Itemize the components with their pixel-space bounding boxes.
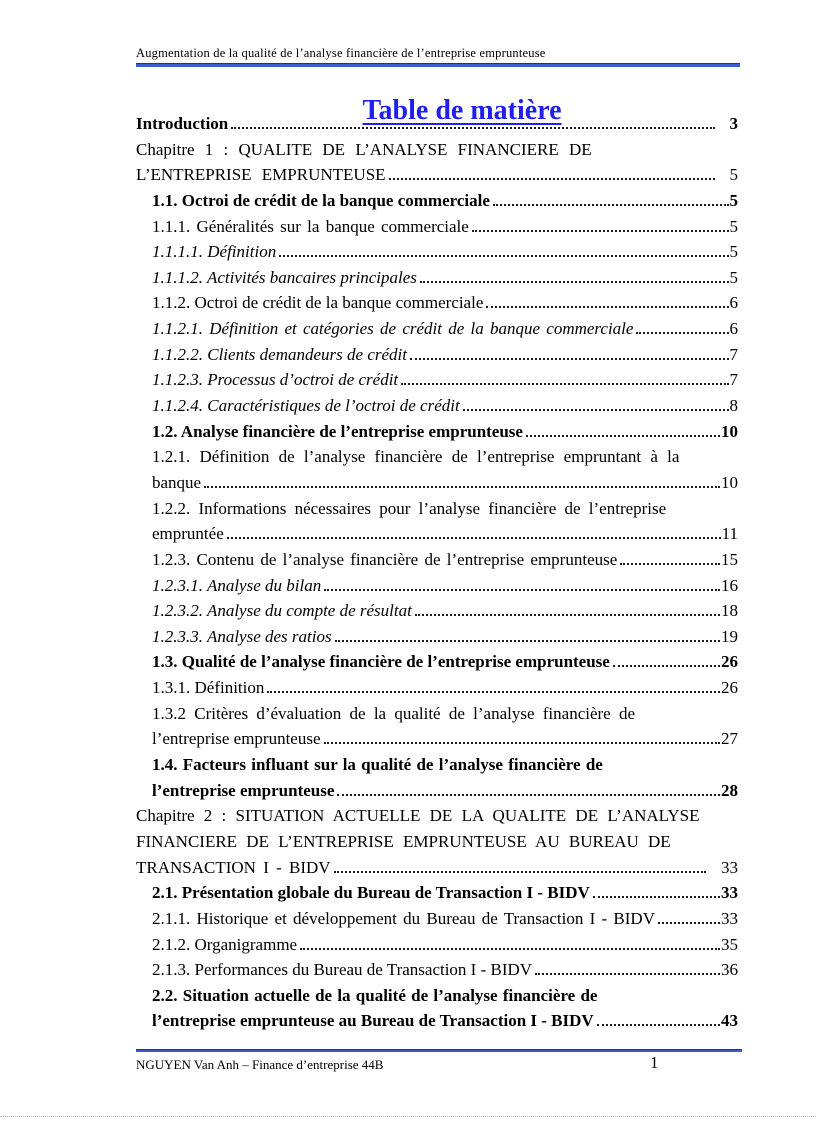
dot-leader — [231, 127, 714, 129]
toc-page-number: 43 — [721, 1011, 738, 1031]
toc-entry[interactable] — [136, 140, 738, 166]
dot-leader — [334, 871, 706, 873]
dot-leader — [526, 435, 720, 437]
dot-leader — [636, 332, 728, 334]
dot-leader — [472, 230, 729, 232]
toc-entry-text: 1.3.2 Critères d’évaluation de la qualité de l’analyse financière de — [152, 703, 636, 723]
toc-page-number: 6 — [729, 293, 738, 313]
toc-entry-text: 2.2. Situation actuelle de la qualité de l’analyse financière de — [152, 985, 598, 1005]
toc-entry[interactable] — [136, 960, 738, 986]
toc-entry-text: 1.3.1. Définition — [152, 678, 265, 698]
toc-entry[interactable] — [136, 422, 738, 448]
toc-page-number: 33 — [721, 908, 738, 928]
dot-leader — [267, 691, 720, 693]
toc-list — [136, 114, 738, 1037]
toc-entry[interactable] — [136, 447, 738, 473]
toc-page-number: 10 — [721, 421, 738, 441]
toc-entry[interactable] — [136, 858, 738, 884]
toc-page-number: 5 — [729, 216, 738, 236]
toc-entry-text: l’entreprise emprunteuse — [152, 780, 335, 800]
toc-entry[interactable] — [136, 191, 738, 217]
dot-leader — [463, 409, 729, 411]
toc-entry-text: 1.1.2.1. Définition et catégories de crédit de la banque commerciale — [152, 319, 634, 339]
toc-entry[interactable] — [136, 165, 738, 191]
dot-leader — [486, 306, 728, 308]
toc-entry-text: 1.1.1.1. Définition — [152, 242, 277, 262]
toc-page-number: 5 — [729, 267, 738, 287]
toc-entry[interactable] — [136, 499, 738, 525]
next-page-edge — [0, 1116, 816, 1117]
toc-page-number: 16 — [721, 575, 738, 595]
dot-leader — [493, 204, 729, 206]
toc-entry[interactable] — [136, 909, 738, 935]
dot-leader — [389, 178, 715, 180]
toc-entry[interactable] — [136, 755, 738, 781]
toc-entry-text: 1.2.3.1. Analyse du bilan — [152, 575, 322, 595]
toc-page-number: 18 — [721, 601, 738, 621]
dot-leader — [300, 948, 720, 950]
dot-leader — [593, 896, 720, 898]
toc-entry[interactable] — [136, 242, 738, 268]
toc-page-number: 10 — [721, 472, 738, 492]
toc-page-number: 36 — [721, 960, 738, 980]
dot-leader — [420, 281, 729, 283]
toc-entry-text: l’entreprise emprunteuse — [152, 729, 321, 749]
toc-page-number: 8 — [729, 396, 738, 416]
toc-entry[interactable] — [136, 806, 738, 832]
toc-entry[interactable] — [136, 370, 738, 396]
toc-entry-text: FINANCIERE DE L’ENTREPRISE EMPRUNTEUSE AU BUREAU DE — [136, 831, 671, 851]
toc-entry[interactable] — [136, 473, 738, 499]
toc-page-number: 7 — [729, 344, 738, 364]
toc-entry[interactable] — [136, 1011, 738, 1037]
toc-page-number: 6 — [729, 319, 738, 339]
toc-entry-text: 2.1. Présentation globale du Bureau de Transaction I - BIDV — [152, 883, 590, 903]
page-title: Table de matière — [362, 94, 562, 126]
dot-leader — [535, 973, 720, 975]
dot-leader — [620, 563, 720, 565]
toc-entry-text: l’entreprise emprunteuse au Bureau de Transaction I - BIDV — [152, 1011, 594, 1031]
toc-entry-text: Introduction — [136, 114, 229, 133]
toc-entry-text: 1.1. Octroi de crédit de la banque commerciale — [152, 190, 490, 210]
dot-leader — [227, 537, 721, 539]
toc-entry[interactable] — [136, 345, 738, 371]
toc-entry-text: 2.1.1. Historique et développement du Bureau de Transaction I - BIDV — [152, 908, 655, 928]
toc-page-number: 26 — [721, 678, 738, 698]
toc-entry[interactable] — [136, 550, 738, 576]
toc-entry[interactable] — [136, 576, 738, 602]
toc-page-number: 33 — [721, 857, 738, 877]
toc-entry[interactable] — [136, 293, 738, 319]
toc-page-number: 15 — [721, 549, 738, 569]
toc-entry-text: 1.1.2.4. Caractéristiques de l’octroi de crédit — [152, 396, 460, 416]
toc-page-number: 5 — [729, 242, 738, 262]
toc-entry[interactable] — [136, 217, 738, 243]
toc-entry[interactable] — [136, 627, 738, 653]
toc-entry[interactable] — [136, 678, 738, 704]
footer-rule — [136, 1049, 742, 1052]
header-rule — [136, 63, 740, 67]
dot-leader — [415, 614, 720, 616]
toc-entry[interactable] — [136, 268, 738, 294]
toc-page-number: 19 — [721, 626, 738, 646]
dot-leader — [597, 1024, 720, 1026]
toc-entry[interactable] — [136, 704, 738, 730]
toc-page-number: 5 — [729, 165, 738, 185]
dot-leader — [410, 358, 729, 360]
toc-page-number: 5 — [729, 190, 738, 210]
toc-entry-text: 2.1.2. Organigramme — [152, 934, 298, 954]
dot-leader — [337, 794, 720, 796]
toc-entry[interactable] — [136, 935, 738, 961]
toc-entry-text: 1.2. Analyse financière de l’entreprise emprunteuse — [152, 421, 523, 441]
toc-entry-text: 1.1.1. Généralités sur la banque commerciale — [152, 216, 469, 236]
toc-entry[interactable] — [136, 601, 738, 627]
toc-entry-text: empruntée — [152, 524, 224, 544]
dot-leader — [401, 383, 728, 385]
running-header: Augmentation de la qualité de l’analyse financière de l’entreprise emprunteuse — [136, 46, 546, 60]
toc-entry-text: 1.2.3.3. Analyse des ratios — [152, 626, 332, 646]
toc-entry-text: Chapitre 2 : SITUATION ACTUELLE DE LA QUALITE DE L’ANALYSE — [136, 806, 700, 826]
toc-page-number: 7 — [729, 370, 738, 390]
toc-entry-text: 1.2.3.2. Analyse du compte de résultat — [152, 601, 412, 621]
toc-entry[interactable] — [136, 319, 738, 345]
toc-entry-text: 1.1.1.2. Activités bancaires principales — [152, 267, 417, 287]
toc-entry-text: 1.2.2. Informations nécessaires pour l’analyse financière de l’entreprise — [152, 498, 667, 518]
toc-entry-text: 1.4. Facteurs influant sur la qualité de l’analyse financière de — [152, 755, 603, 775]
toc-entry-text: banque — [152, 472, 202, 492]
dot-leader — [279, 255, 728, 257]
toc-entry-text: 1.1.2.2. Clients demandeurs de crédit — [152, 344, 407, 364]
dot-leader — [658, 922, 720, 924]
toc-page-number: 26 — [721, 652, 738, 672]
toc-entry-text: 1.1.2. Octroi de crédit de la banque commerciale — [152, 293, 484, 313]
toc-entry[interactable] — [136, 652, 738, 678]
toc-entry-text: 1.1.2.3. Processus d’octroi de crédit — [152, 370, 399, 390]
dot-leader — [324, 589, 720, 591]
toc-page-number: 33 — [721, 883, 738, 903]
toc-entry[interactable] — [136, 524, 738, 550]
toc-page-number: 11 — [721, 524, 738, 544]
toc-page-number: 27 — [721, 729, 738, 749]
dot-leader — [204, 486, 720, 488]
toc-entry[interactable] — [136, 114, 738, 140]
dot-leader — [335, 640, 720, 642]
dot-leader — [613, 665, 720, 667]
footer-author: NGUYEN Van Anh – Finance d’entreprise 44B — [136, 1057, 384, 1072]
toc-entry-text: L’ENTREPRISE EMPRUNTEUSE — [136, 165, 386, 185]
toc-entry-text: 1.3. Qualité de l’analyse financière de l’entreprise emprunteuse — [152, 652, 610, 672]
toc-entry-text: 1.2.1. Définition de l’analyse financière de l’entreprise empruntant à la — [152, 447, 680, 467]
toc-entry[interactable] — [136, 883, 738, 909]
toc-page-number: 3 — [729, 114, 738, 133]
toc-entry[interactable] — [136, 781, 738, 807]
toc-entry-text: 1.2.3. Contenu de l’analyse financière de l’entreprise emprunteuse — [152, 549, 618, 569]
toc-page-number: 28 — [721, 780, 738, 800]
footer-page-number: 1 — [650, 1053, 659, 1072]
dot-leader — [324, 742, 720, 744]
toc-entry-text: Chapitre 1 : QUALITE DE L’ANALYSE FINANCIERE DE — [136, 139, 592, 159]
toc-entry[interactable] — [136, 396, 738, 422]
toc-entry[interactable] — [136, 729, 738, 755]
toc-entry[interactable] — [136, 986, 738, 1012]
toc-entry-text: TRANSACTION I - BIDV — [136, 857, 331, 877]
toc-page-number: 35 — [721, 934, 738, 954]
toc-entry-text: 2.1.3. Performances du Bureau de Transaction I - BIDV — [152, 960, 533, 980]
toc-entry[interactable] — [136, 832, 738, 858]
